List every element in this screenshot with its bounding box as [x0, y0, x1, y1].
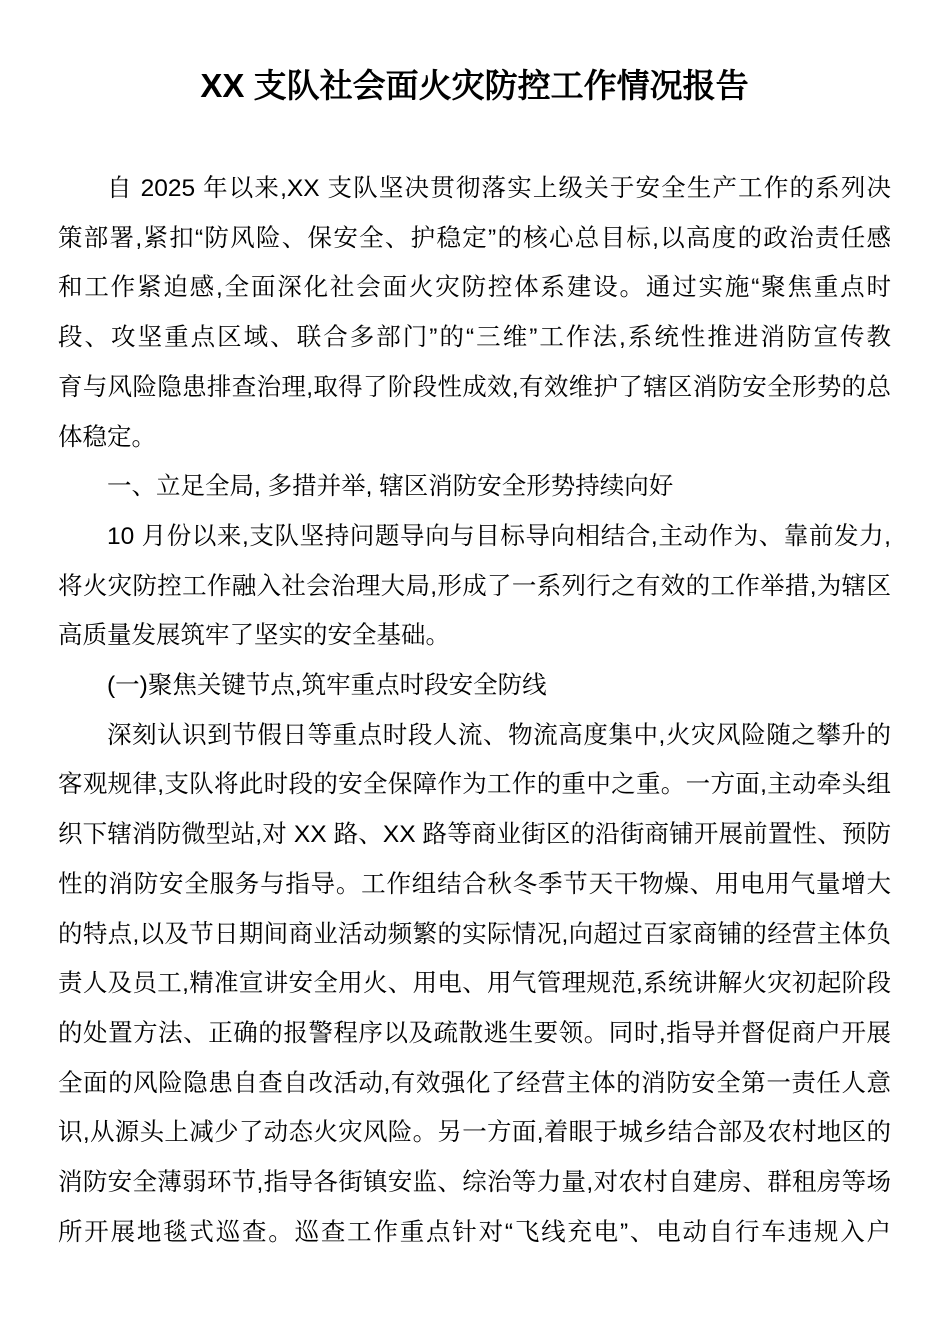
- text-line: 识,从源头上减少了动态火灾风险。另一方面,着眼于城乡结合部及农村地区的: [58, 1119, 891, 1147]
- text-line: 责人及员工,精准宣讲安全用火、用电、用气管理规范,系统讲解火灾初起阶段: [58, 970, 891, 998]
- text-line: 策部署,紧扣“防风险、保安全、护稳定”的核心总目标,以高度的政治责任感: [58, 224, 891, 252]
- text-line: 的特点,以及节日期间商业活动频繁的实际情况,向超过百家商铺的经营主体负: [58, 920, 891, 948]
- text-line: 育与风险隐患排查治理,取得了阶段性成效,有效维护了辖区消防安全形势的总: [58, 373, 891, 401]
- document-title: XX 支队社会面火灾防控工作情况报告: [200, 67, 749, 104]
- text-line: 性的消防安全服务与指导。工作组结合秋冬季节天干物燥、用电用气量增大: [58, 870, 891, 898]
- text-line: 自 2025 年以来,XX 支队坚决贯彻落实上级关于安全生产工作的系列决: [107, 175, 891, 202]
- text-line: 消防安全薄弱环节,指导各街镇安监、综治等力量,对农村自建房、群租房等场: [58, 1169, 891, 1197]
- text-line: 高质量发展筑牢了坚实的安全基础。: [58, 622, 450, 650]
- section-heading: [58, 661, 891, 711]
- text-line: 体稳定。: [58, 423, 156, 451]
- text-line: 全面的风险隐患自查自改活动,有效强化了经营主体的消防安全第一责任人意: [58, 1069, 891, 1097]
- text-line: 织下辖消防微型站,对 XX 路、XX 路等商业街区的沿街商铺开展前置性、预防: [58, 821, 891, 849]
- document-body: [58, 164, 891, 1257]
- paragraph: [58, 711, 891, 1258]
- text-line: 所开展地毯式巡查。巡查工作重点针对“飞线充电”、电动自行车违规入户: [58, 1218, 891, 1246]
- text-line: 深刻认识到节假日等重点时段人流、物流高度集中,火灾风险随之攀升的: [107, 721, 891, 749]
- text-line: 客观规律,支队将此时段的安全保障作为工作的重中之重。一方面,主动牵头组: [58, 771, 891, 799]
- text-line: (一)聚焦关键节点,筑牢重点时段安全防线: [107, 672, 547, 700]
- text-line: 段、攻坚重点区域、联合多部门”的“三维”工作法,系统性推进消防宣传教: [58, 324, 891, 352]
- text-line: 和工作紧迫感,全面深化社会面火灾防控体系建设。通过实施“聚焦重点时: [58, 274, 891, 302]
- text-line: 一、立足全局, 多措并举, 辖区消防安全形势持续向好: [107, 473, 674, 501]
- paragraph: [58, 164, 891, 462]
- text-line: 10 月份以来,支队坚持问题导向与目标导向相结合,主动作为、靠前发力,: [107, 522, 891, 550]
- paragraph: [58, 512, 891, 661]
- text-line: 将火灾防控工作融入社会治理大局,形成了一系列行之有效的工作举措,为辖区: [58, 572, 891, 600]
- section-heading: [58, 462, 891, 512]
- text-line: 的处置方法、正确的报警程序以及疏散逃生要领。同时,指导并督促商户开展: [58, 1019, 891, 1047]
